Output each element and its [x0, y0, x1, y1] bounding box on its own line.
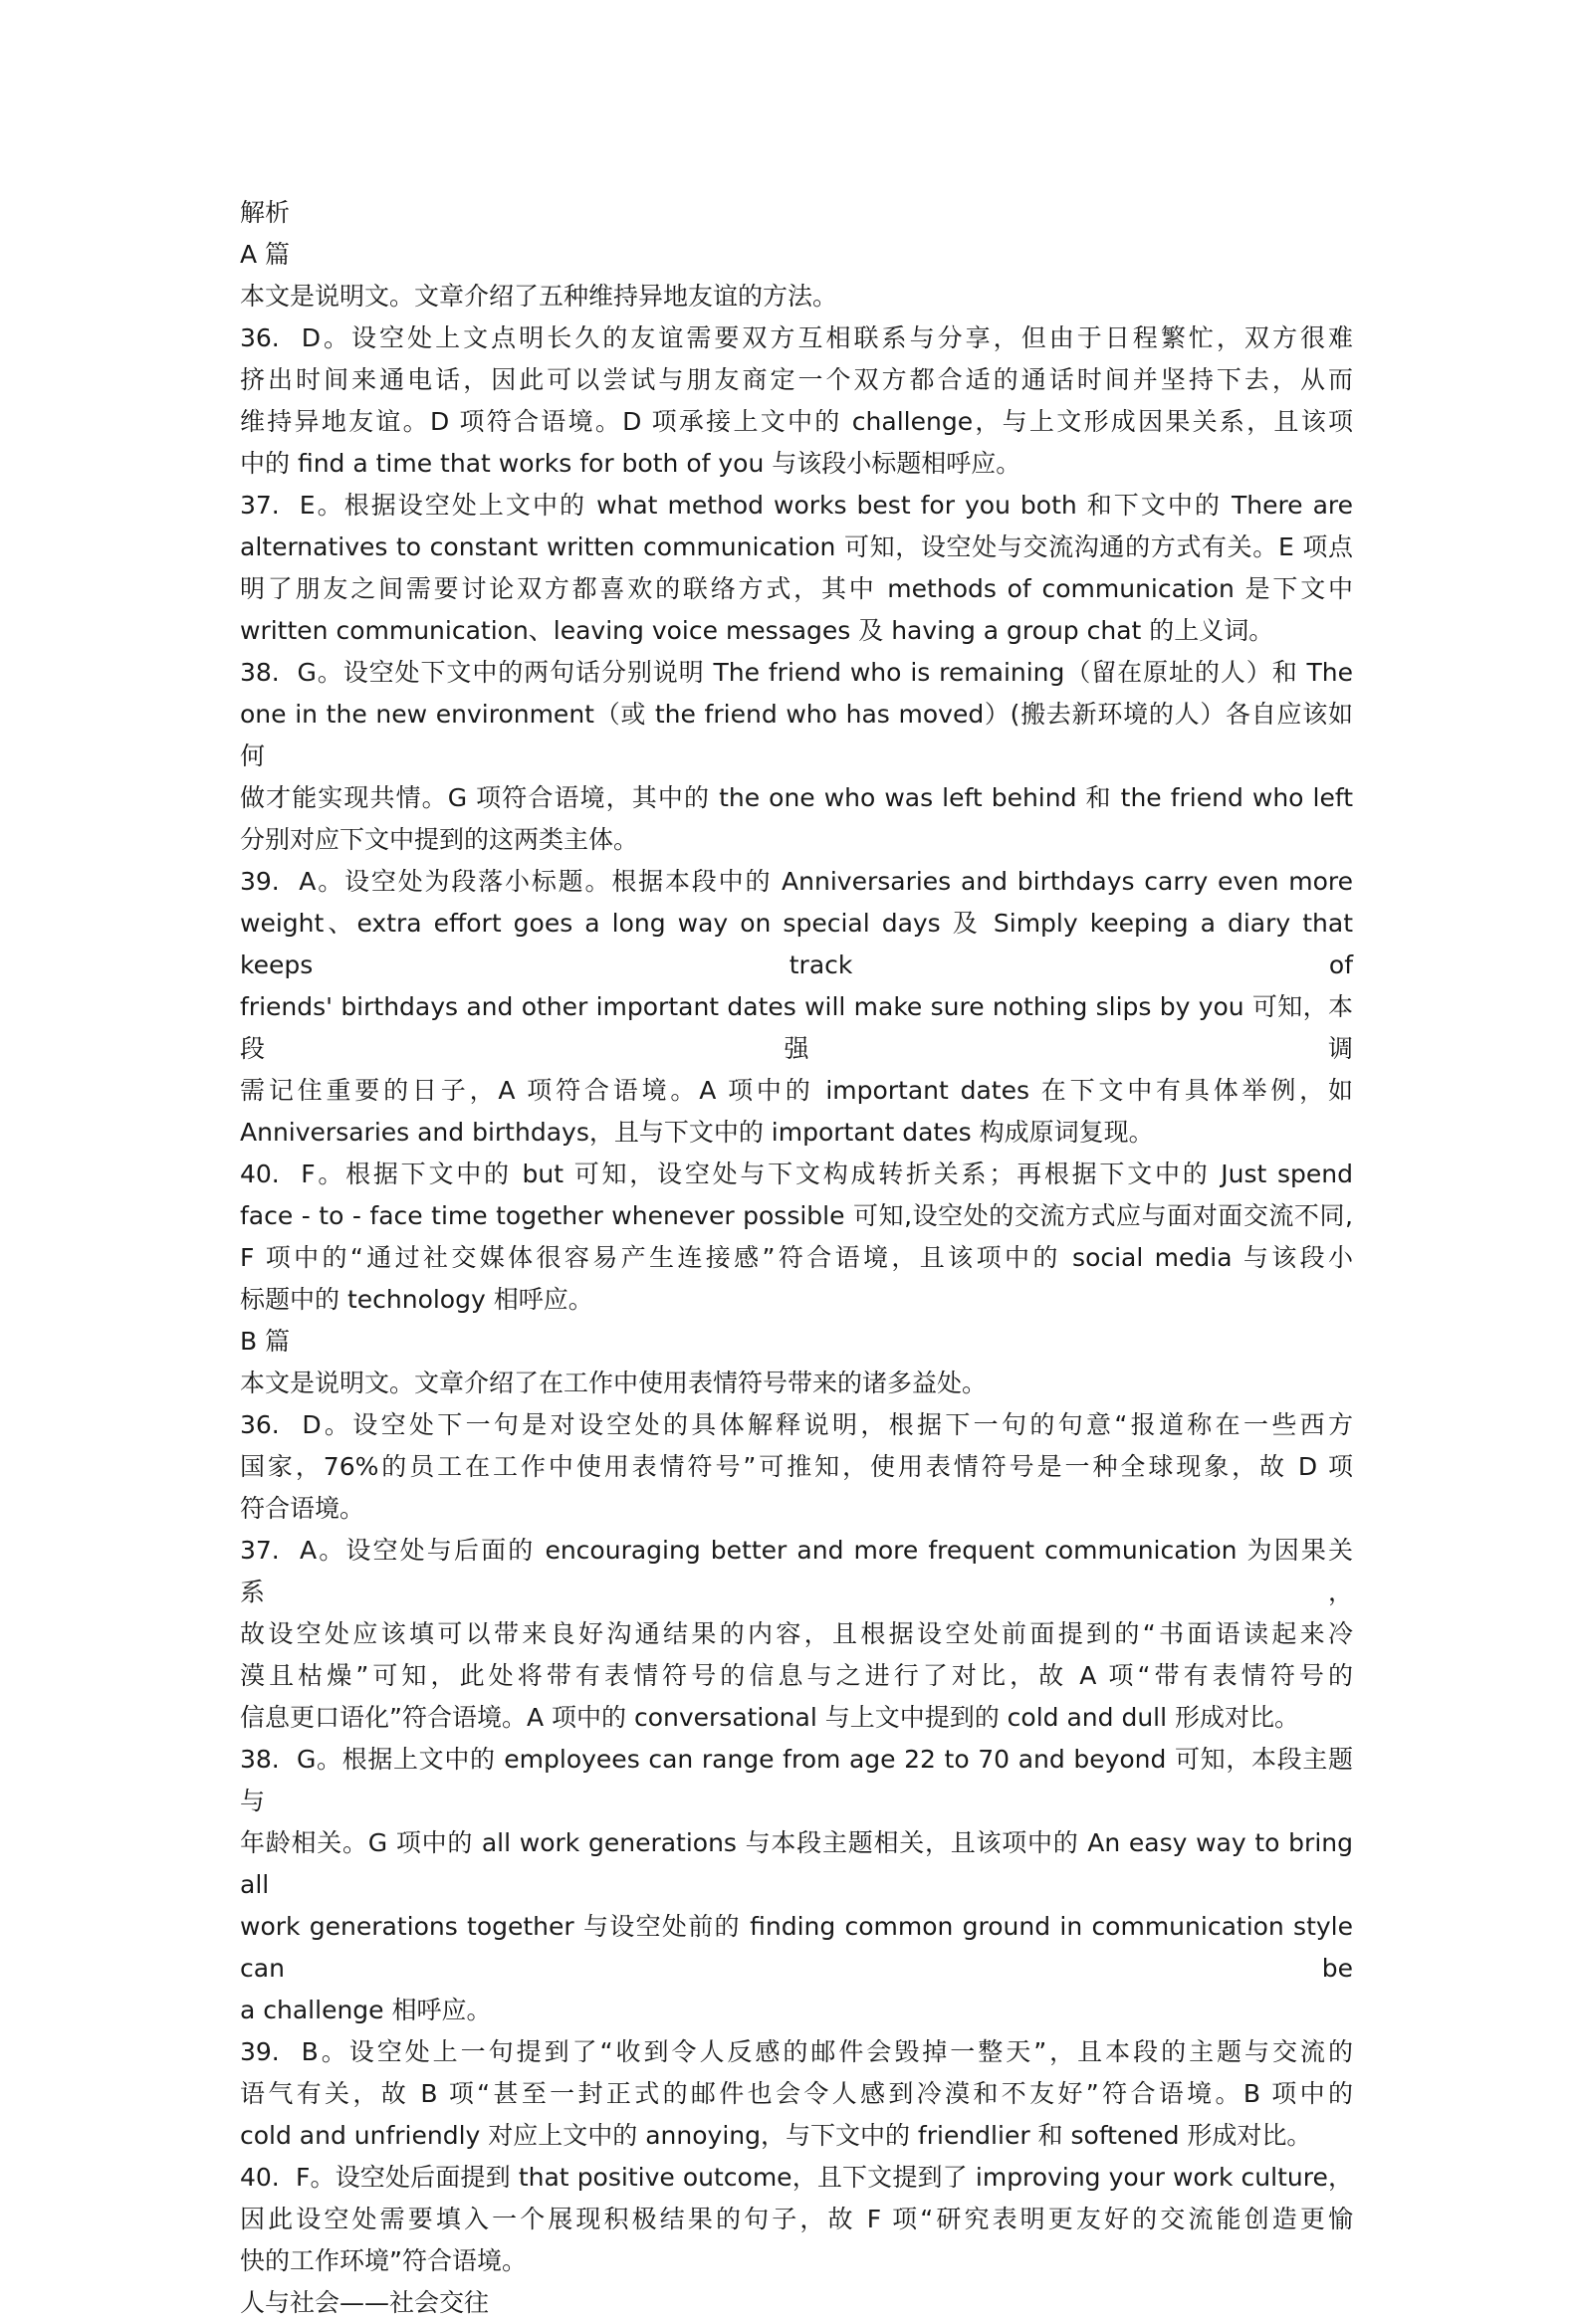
paragraph-line: 36. D。设空处下一句是对设空处的具体解释说明，根据下一句的句意“报道称在一些西方 — [240, 1410, 1353, 1439]
paragraph-line: 维持异地友谊。D 项符合语境。D 项承接上文中的 challenge，与上文形成因果关系，且该项 — [240, 407, 1353, 436]
paragraph-line: 分别对应下文中提到的这两类主体。 — [240, 825, 639, 854]
paragraph-line: 国家，76%的员工在工作中使用表情符号”可推知，使用表情符号是一种全球现象，故 D 项 — [240, 1452, 1353, 1481]
paragraph-line: 38. G。根据上文中的 employees can range from age 22 to 70 and beyond 可知，本段主题与 — [240, 1745, 1353, 1815]
section-a-item-36 — [240, 317, 1353, 485]
section-b-item-38 — [240, 1739, 1361, 2031]
paragraph-line: 明了朋友之间需要讨论双方都喜欢的联络方式，其中 methods of communication 是下文中 — [240, 574, 1353, 603]
paragraph-line: 标题中的 technology 相呼应。 — [240, 1285, 593, 1314]
section-a-item-40 — [240, 1154, 1353, 1321]
paragraph-line: alternatives to constant written communication 可知，设空处与交流沟通的方式有关。E 项点 — [240, 532, 1353, 561]
section-b-item-36 — [240, 1404, 1353, 1530]
paragraph-line: 40. F。设空处后面提到 that positive outcome，且下文提到了 improving your work culture， — [240, 2163, 1353, 2192]
paragraph-line: 需记住重要的日子，A 项符合语境。A 项中的 important dates 在下文中有具体举例，如 — [240, 1076, 1353, 1105]
paragraph-line: face - to - face time together whenever possible 可知,设空处的交流方式应与面对面交流不同, — [240, 1201, 1353, 1230]
paragraph-line: 39. A。设空处为段落小标题。根据本段中的 Anniversaries and birthdays carry even more — [240, 867, 1353, 896]
paragraph-line: 挤出时间来通电话，因此可以尝试与朋友商定一个双方都合适的通话时间并坚持下去，从而 — [240, 365, 1353, 394]
section-b-item-40 — [240, 2157, 1353, 2282]
section-b-intro: 本文是说明文。文章介绍了在工作中使用表情符号带来的诸多益处。 — [240, 1369, 988, 1397]
section-a-item-37 — [240, 485, 1353, 652]
paragraph-line: work generations together 与设空处前的 finding common ground in communication style can be — [240, 1912, 1361, 1983]
paragraph-line: 40. F。根据下文中的 but 可知，设空处与下文构成转折关系；再根据下文中的 Just spend — [240, 1160, 1353, 1188]
section-b-item-37 — [240, 1530, 1353, 1739]
paragraph-line: 做才能实现共情。G 项符合语境，其中的 the one who was left behind 和 the friend who left — [240, 783, 1353, 812]
paragraph-line: 符合语境。 — [240, 1494, 365, 1523]
section-a-item-39 — [240, 861, 1361, 1154]
analysis-document — [240, 192, 1361, 2324]
paragraph-line: Anniversaries and birthdays，且与下文中的 important dates 构成原词复现。 — [240, 1118, 1154, 1147]
section-a-item-38 — [240, 652, 1353, 861]
paragraph-line: written communication、leaving voice messages 及 having a group chat 的上义词。 — [240, 616, 1274, 645]
paragraph-line: weight、extra effort goes a long way on special days 及 Simply keeping a diary that keeps track of — [240, 909, 1361, 979]
paragraph-line: 37. A。设空处与后面的 encouraging better and more frequent communication 为因果关系， — [240, 1536, 1353, 1606]
document-heading: 解析 — [240, 198, 291, 227]
paragraph-line: 语气有关，故 B 项“甚至一封正式的邮件也会令人感到冷漠和不友好”符合语境。B 项中的 — [240, 2079, 1353, 2108]
paragraph-line: cold and unfriendly 对应上文中的 annoying，与下文中的 friendlier 和 softened 形成对比。 — [240, 2121, 1312, 2150]
paragraph-line: 年龄相关。G 项中的 all work generations 与本段主题相关，且该项中的 An easy way to bring all — [240, 1828, 1361, 1899]
paragraph-line: friends' birthdays and other important dates will make sure nothing slips by you 可知，本段强调 — [240, 992, 1353, 1063]
paragraph-line: 故设空处应该填可以带来良好沟通结果的内容，且根据设空处前面提到的“书面语读起来冷 — [240, 1619, 1353, 1648]
paragraph-line: 漠且枯燥”可知，此处将带有表情符号的信息与之进行了对比，故 A 项“带有表情符号的 — [240, 1661, 1353, 1690]
paragraph-line: 36. D。设空处上文点明长久的友谊需要双方互相联系与分享，但由于日程繁忙，双方很难 — [240, 323, 1353, 352]
paragraph-line: 快的工作环境”符合语境。 — [240, 2246, 527, 2275]
section-b-label: B 篇 — [240, 1327, 291, 1356]
paragraph-line: 38. G。设空处下文中的两句话分别说明 The friend who is remaining（留在原址的人）和 The — [240, 658, 1353, 687]
paragraph-line: 39. B。设空处上一句提到了“收到令人反感的邮件会毁掉一整天”，且本段的主题与交流的 — [240, 2037, 1353, 2066]
theme-tag: 人与社会——社会交往 — [240, 2288, 490, 2317]
paragraph-line: 信息更口语化”符合语境。A 项中的 conversational 与上文中提到的 cold and dull 形成对比。 — [240, 1703, 1300, 1732]
paragraph-line: 37. E。根据设空处上文中的 what method works best for you both 和下文中的 There are — [240, 491, 1353, 520]
paragraph-line: one in the new environment（或 the friend who has moved）(搬去新环境的人）各自应该如何 — [240, 700, 1353, 770]
paragraph-line: a challenge 相呼应。 — [240, 1996, 492, 2024]
section-a-label: A 篇 — [240, 240, 291, 269]
section-b-item-39 — [240, 2031, 1353, 2157]
section-a-intro: 本文是说明文。文章介绍了五种维持异地友谊的方法。 — [240, 282, 838, 311]
paragraph-line: F 项中的“通过社交媒体很容易产生连接感”符合语境，且该项中的 social media 与该段小 — [240, 1243, 1353, 1272]
paragraph-line: 因此设空处需要填入一个展现积极结果的句子，故 F 项“研究表明更友好的交流能创造更愉 — [240, 2205, 1353, 2233]
paragraph-line: 中的 find a time that works for both of you 与该段小标题相呼应。 — [240, 449, 1021, 478]
